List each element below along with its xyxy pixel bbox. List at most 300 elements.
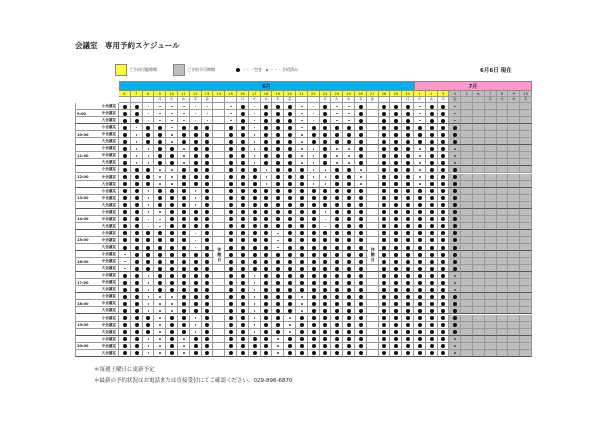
reserved-dot-icon	[438, 145, 450, 152]
reserved-dot-icon	[449, 131, 461, 138]
reserved-dot-icon	[178, 272, 190, 279]
legend-available	[115, 64, 157, 76]
reserved-dot-icon	[237, 166, 249, 173]
closed-char: 日	[370, 256, 375, 262]
weekday-label: 月	[154, 97, 166, 103]
reserved-dot-icon	[202, 209, 214, 216]
reserved-dot-icon	[178, 209, 190, 216]
reserved-dot-icon	[426, 166, 438, 173]
schedule-cell	[497, 307, 509, 314]
schedule-cell	[367, 286, 379, 293]
reserved-dot-icon	[402, 272, 414, 279]
free-dot-icon	[143, 188, 155, 195]
reserved-dot-icon	[119, 209, 131, 216]
reserved-dot-icon	[190, 343, 202, 350]
schedule-cell	[473, 300, 485, 307]
free-dot-icon	[414, 159, 426, 166]
reserved-dot-icon	[272, 293, 284, 300]
schedule-cell	[520, 322, 532, 329]
reserved-dot-icon	[284, 244, 296, 251]
reserved-dot-icon	[296, 216, 308, 223]
reserved-dot-icon	[143, 131, 155, 138]
schedule-cell	[473, 181, 485, 188]
reserved-dot-icon	[284, 181, 296, 188]
free-dot-icon	[308, 174, 320, 181]
day-number: 23	[320, 91, 332, 97]
reserved-dot-icon	[343, 258, 355, 265]
reserved-dot-icon	[190, 166, 202, 173]
reserved-dot-icon	[426, 131, 438, 138]
schedule-cell	[367, 307, 379, 314]
reserved-dot-icon	[296, 181, 308, 188]
reserved-dot-icon	[379, 124, 391, 131]
schedule-cell	[213, 181, 225, 188]
reserved-dot-icon	[166, 202, 178, 209]
reserved-dot-icon	[131, 315, 143, 322]
reserved-dot-icon	[414, 202, 426, 209]
reserved-dot-icon	[343, 286, 355, 293]
schedule-cell	[367, 293, 379, 300]
reserved-dot-icon	[131, 195, 143, 202]
weekday-label: 月	[320, 97, 332, 103]
reserved-dot-icon	[284, 124, 296, 131]
reserved-dot-icon	[284, 272, 296, 279]
reserved-dot-icon	[296, 195, 308, 202]
reserved-dot-icon	[320, 329, 332, 336]
schedule-cell	[473, 216, 485, 223]
reserved-dot-icon	[261, 195, 273, 202]
free-dot-icon	[449, 152, 461, 159]
reserved-dot-icon	[331, 138, 343, 145]
reserved-dot-icon	[402, 159, 414, 166]
hour-label: 12:00	[77, 175, 89, 180]
schedule-cell	[461, 315, 473, 322]
reserved-dot-icon	[261, 329, 273, 336]
reserved-dot-icon	[308, 272, 320, 279]
schedule-cell	[485, 300, 497, 307]
reserved-dot-icon	[261, 279, 273, 286]
reserved-dot-icon	[343, 138, 355, 145]
reserved-dot-icon	[379, 343, 391, 350]
free-dot-icon	[272, 237, 284, 244]
schedule-cell	[485, 343, 497, 350]
reserved-dot-icon	[143, 166, 155, 173]
reserved-dot-icon	[225, 258, 237, 265]
schedule-cell	[508, 117, 520, 124]
reserved-dot-icon	[131, 181, 143, 188]
schedule-cell	[485, 293, 497, 300]
reserved-dot-icon	[272, 209, 284, 216]
reserved-dot-icon	[154, 279, 166, 286]
reserved-dot-icon	[166, 209, 178, 216]
reserved-dot-icon	[355, 307, 367, 314]
room-label: 中会議室	[101, 280, 116, 285]
schedule-cell	[508, 103, 520, 110]
reserved-dot-icon	[166, 195, 178, 202]
schedule-cell	[473, 315, 485, 322]
reserved-dot-icon	[143, 258, 155, 265]
schedule-cell	[508, 322, 520, 329]
room-label: 中会議室	[101, 237, 116, 242]
reserved-dot-icon	[320, 272, 332, 279]
schedule-cell	[508, 166, 520, 173]
reserved-dot-icon	[143, 138, 155, 145]
reserved-dot-icon	[402, 230, 414, 237]
reserved-dot-icon	[414, 307, 426, 314]
free-dot-icon	[296, 159, 308, 166]
schedule-cell	[520, 152, 532, 159]
label-cell	[75, 258, 119, 265]
reserved-dot-icon	[119, 124, 131, 131]
reserved-dot-icon	[119, 322, 131, 329]
schedule-cell	[508, 152, 520, 159]
reserved-dot-icon	[402, 343, 414, 350]
schedule-cell	[497, 159, 509, 166]
free-dot-icon	[225, 103, 237, 110]
reserved-dot-icon	[272, 145, 284, 152]
room-label: 中会議室	[101, 259, 116, 264]
schedule-cell	[461, 188, 473, 195]
schedule-cell	[461, 145, 473, 152]
free-dot-icon	[320, 216, 332, 223]
schedule-cell	[508, 188, 520, 195]
reserved-dot-icon	[225, 251, 237, 258]
reserved-dot-icon	[225, 307, 237, 314]
schedule-cell	[473, 152, 485, 159]
free-dot-icon	[249, 307, 261, 314]
reserved-dot-icon	[272, 202, 284, 209]
reserved-dot-icon	[119, 202, 131, 209]
reserved-dot-icon	[379, 152, 391, 159]
reserved-dot-icon	[426, 293, 438, 300]
schedule-cell	[508, 293, 520, 300]
reserved-dot-icon	[202, 251, 214, 258]
reserved-dot-icon	[237, 272, 249, 279]
free-dot-icon	[143, 103, 155, 110]
free-dot-icon	[143, 209, 155, 216]
schedule-cell	[508, 124, 520, 131]
reserved-dot-icon	[178, 223, 190, 230]
reserved-dot-icon	[308, 300, 320, 307]
reserved-dot-icon	[202, 293, 214, 300]
reserved-dot-icon	[331, 329, 343, 336]
reserved-dot-icon	[308, 223, 320, 230]
free-dot-icon	[154, 117, 166, 124]
free-dot-icon	[143, 152, 155, 159]
reserved-dot-icon	[426, 174, 438, 181]
reserved-dot-icon	[202, 300, 214, 307]
free-dot-icon	[249, 110, 261, 117]
reserved-dot-icon	[390, 279, 402, 286]
hour-label: 14:00	[77, 217, 89, 222]
schedule-cell	[497, 336, 509, 343]
schedule-cell	[461, 223, 473, 230]
reserved-dot-icon	[343, 329, 355, 336]
reserved-dot-icon	[390, 265, 402, 272]
schedule-cell	[485, 166, 497, 173]
reserved-dot-icon	[331, 272, 343, 279]
schedule-cell	[508, 265, 520, 272]
reserved-dot-icon	[355, 265, 367, 272]
reserved-dot-icon	[284, 110, 296, 117]
weekday-label: 木	[272, 97, 284, 103]
reserved-dot-icon	[390, 293, 402, 300]
reserved-dot-icon	[202, 265, 214, 272]
reserved-dot-icon	[237, 145, 249, 152]
free-dot-icon	[249, 138, 261, 145]
reserved-dot-icon	[308, 293, 320, 300]
schedule-cell	[485, 174, 497, 181]
reserved-dot-icon	[190, 152, 202, 159]
reserved-dot-icon	[320, 300, 332, 307]
schedule-cell	[508, 244, 520, 251]
reserved-dot-icon	[272, 181, 284, 188]
schedule-cell	[497, 188, 509, 195]
reserved-dot-icon	[143, 174, 155, 181]
reserved-dot-icon	[249, 188, 261, 195]
reserved-dot-icon	[284, 188, 296, 195]
reserved-dot-icon	[284, 258, 296, 265]
reserved-dot-icon	[390, 329, 402, 336]
schedule-cell	[485, 216, 497, 223]
free-dot-icon	[449, 145, 461, 152]
free-dot-icon	[190, 117, 202, 124]
reserved-dot-icon	[296, 343, 308, 350]
reserved-dot-icon	[426, 300, 438, 307]
reserved-dot-icon	[390, 272, 402, 279]
schedule-cell	[367, 237, 379, 244]
schedule-cell	[508, 237, 520, 244]
reserved-dot-icon	[426, 350, 438, 357]
reserved-dot-icon	[426, 244, 438, 251]
reserved-dot-icon	[237, 286, 249, 293]
schedule-cell	[367, 110, 379, 117]
room-label: 小会議室	[101, 230, 116, 235]
free-dot-icon	[449, 336, 461, 343]
reserved-dot-icon	[296, 223, 308, 230]
reserved-dot-icon	[320, 131, 332, 138]
reserved-dot-icon	[143, 181, 155, 188]
schedule-cell	[497, 244, 509, 251]
reserved-dot-icon	[284, 195, 296, 202]
reserved-dot-icon	[379, 174, 391, 181]
reserved-dot-icon	[449, 322, 461, 329]
reserved-dot-icon	[296, 230, 308, 237]
reserved-dot-icon	[237, 258, 249, 265]
free-dot-icon	[343, 110, 355, 117]
reserved-dot-icon	[284, 202, 296, 209]
reserved-dot-icon	[296, 336, 308, 343]
reserved-dot-icon	[190, 181, 202, 188]
schedule-cell	[485, 195, 497, 202]
reserved-dot-icon	[438, 272, 450, 279]
reserved-dot-icon	[414, 336, 426, 343]
day-number: 10	[166, 91, 178, 97]
reserved-dot-icon	[320, 110, 332, 117]
schedule-cell	[461, 181, 473, 188]
reserved-dot-icon	[426, 209, 438, 216]
reserved-dot-icon	[202, 237, 214, 244]
reserved-dot-icon	[331, 230, 343, 237]
reserved-dot-icon	[272, 103, 284, 110]
reserved-dot-icon	[449, 188, 461, 195]
weekday-label: 火	[497, 97, 509, 103]
schedule-cell	[473, 223, 485, 230]
schedule-cell	[367, 103, 379, 110]
reserved-dot-icon	[449, 223, 461, 230]
reserved-dot-icon	[261, 159, 273, 166]
reserved-dot-icon	[331, 181, 343, 188]
free-dot-icon	[143, 159, 155, 166]
weekday-label: 火	[166, 97, 178, 103]
free-dot-icon	[249, 286, 261, 293]
reserved-dot-icon	[154, 251, 166, 258]
free-dot-icon	[143, 279, 155, 286]
schedule-cell	[520, 350, 532, 357]
reserved-dot-icon	[119, 138, 131, 145]
reserved-dot-icon	[225, 293, 237, 300]
reserved-dot-icon	[449, 138, 461, 145]
reserved-dot-icon	[390, 166, 402, 173]
free-dot-icon	[154, 336, 166, 343]
reserved-dot-icon	[272, 188, 284, 195]
free-dot-icon	[154, 103, 166, 110]
reserved-dot-icon	[166, 329, 178, 336]
day-number: 28	[379, 91, 391, 97]
free-dot-icon	[190, 202, 202, 209]
reserved-dot-icon	[237, 251, 249, 258]
closed-day-label	[214, 244, 224, 264]
reserved-dot-icon	[308, 279, 320, 286]
schedule-cell	[497, 293, 509, 300]
reserved-dot-icon	[119, 103, 131, 110]
schedule-cell	[213, 131, 225, 138]
weekday-label: 月	[485, 97, 497, 103]
room-label: 大会議室	[101, 308, 116, 313]
room-label: 中会議室	[101, 322, 116, 327]
reserved-dot-icon	[355, 131, 367, 138]
reserved-dot-icon	[261, 103, 273, 110]
reserved-dot-icon	[308, 251, 320, 258]
reserved-dot-icon	[379, 166, 391, 173]
reserved-dot-icon	[402, 237, 414, 244]
reserved-dot-icon	[343, 322, 355, 329]
day-number: 14	[213, 91, 225, 97]
free-dot-icon	[284, 329, 296, 336]
label-cell	[75, 216, 119, 223]
reserved-dot-icon	[237, 293, 249, 300]
reserved-dot-icon	[426, 138, 438, 145]
reserved-dot-icon	[402, 131, 414, 138]
reserved-dot-icon	[178, 315, 190, 322]
reserved-dot-icon	[331, 279, 343, 286]
reserved-dot-icon	[331, 237, 343, 244]
schedule-cell	[485, 279, 497, 286]
reserved-dot-icon	[249, 166, 261, 173]
reserved-dot-icon	[331, 265, 343, 272]
weekday-label: 木	[438, 97, 450, 103]
schedule-cell	[473, 145, 485, 152]
reserved-dot-icon	[272, 152, 284, 159]
schedule-cell	[461, 251, 473, 258]
reserved-dot-icon	[402, 145, 414, 152]
free-dot-icon	[414, 152, 426, 159]
schedule-cell	[461, 286, 473, 293]
day-number: 9	[154, 91, 166, 97]
reserved-dot-icon	[438, 174, 450, 181]
weekday-label: 金	[367, 97, 379, 103]
reserved-dot-icon	[190, 131, 202, 138]
reserved-dot-icon	[449, 293, 461, 300]
reserved-dot-icon	[426, 103, 438, 110]
schedule-cell	[485, 251, 497, 258]
schedule-cell	[367, 343, 379, 350]
day-number: 6	[119, 91, 131, 97]
free-dot-icon	[296, 300, 308, 307]
hour-label: 10:00	[77, 132, 89, 137]
reserved-dot-icon	[202, 279, 214, 286]
reserved-dot-icon	[390, 258, 402, 265]
free-dot-icon	[449, 279, 461, 286]
reserved-dot-icon	[284, 251, 296, 258]
reserved-dot-icon	[379, 237, 391, 244]
day-number: 7	[485, 91, 497, 97]
reserved-dot-icon	[202, 244, 214, 251]
reserved-dot-icon	[379, 258, 391, 265]
reserved-dot-icon	[119, 181, 131, 188]
reserved-dot-icon	[119, 159, 131, 166]
reserved-dot-icon	[249, 230, 261, 237]
reserved-dot-icon	[426, 110, 438, 117]
schedule-cell	[497, 124, 509, 131]
reserved-dot-icon	[261, 343, 273, 350]
schedule-cell	[367, 322, 379, 329]
reserved-dot-icon	[402, 293, 414, 300]
reserved-dot-icon	[284, 138, 296, 145]
free-dot-icon	[308, 152, 320, 159]
reserved-dot-icon	[131, 293, 143, 300]
reserved-dot-icon	[154, 195, 166, 202]
reserved-dot-icon	[284, 343, 296, 350]
reserved-dot-icon	[284, 103, 296, 110]
room-label: 小会議室	[101, 294, 116, 299]
schedule-cell	[485, 159, 497, 166]
label-cell	[75, 110, 119, 117]
free-dot-icon	[449, 286, 461, 293]
reserved-dot-icon	[119, 336, 131, 343]
reserved-dot-icon	[426, 279, 438, 286]
schedule-cell	[213, 145, 225, 152]
free-dot-icon	[331, 103, 343, 110]
reserved-dot-icon	[261, 272, 273, 279]
reserved-dot-icon	[119, 286, 131, 293]
reserved-dot-icon	[355, 124, 367, 131]
label-cell	[75, 230, 119, 237]
free-dot-icon	[296, 138, 308, 145]
reserved-dot-icon	[249, 258, 261, 265]
schedule-cell	[497, 329, 509, 336]
reserved-dot-icon	[343, 209, 355, 216]
reserved-dot-icon	[308, 336, 320, 343]
free-dot-icon	[178, 145, 190, 152]
schedule-cell	[213, 307, 225, 314]
free-dot-icon	[178, 336, 190, 343]
free-dot-icon	[166, 166, 178, 173]
reserved-dot-icon	[414, 322, 426, 329]
reserved-dot-icon	[261, 216, 273, 223]
reserved-dot-icon	[379, 195, 391, 202]
reserved-dot-icon	[202, 216, 214, 223]
